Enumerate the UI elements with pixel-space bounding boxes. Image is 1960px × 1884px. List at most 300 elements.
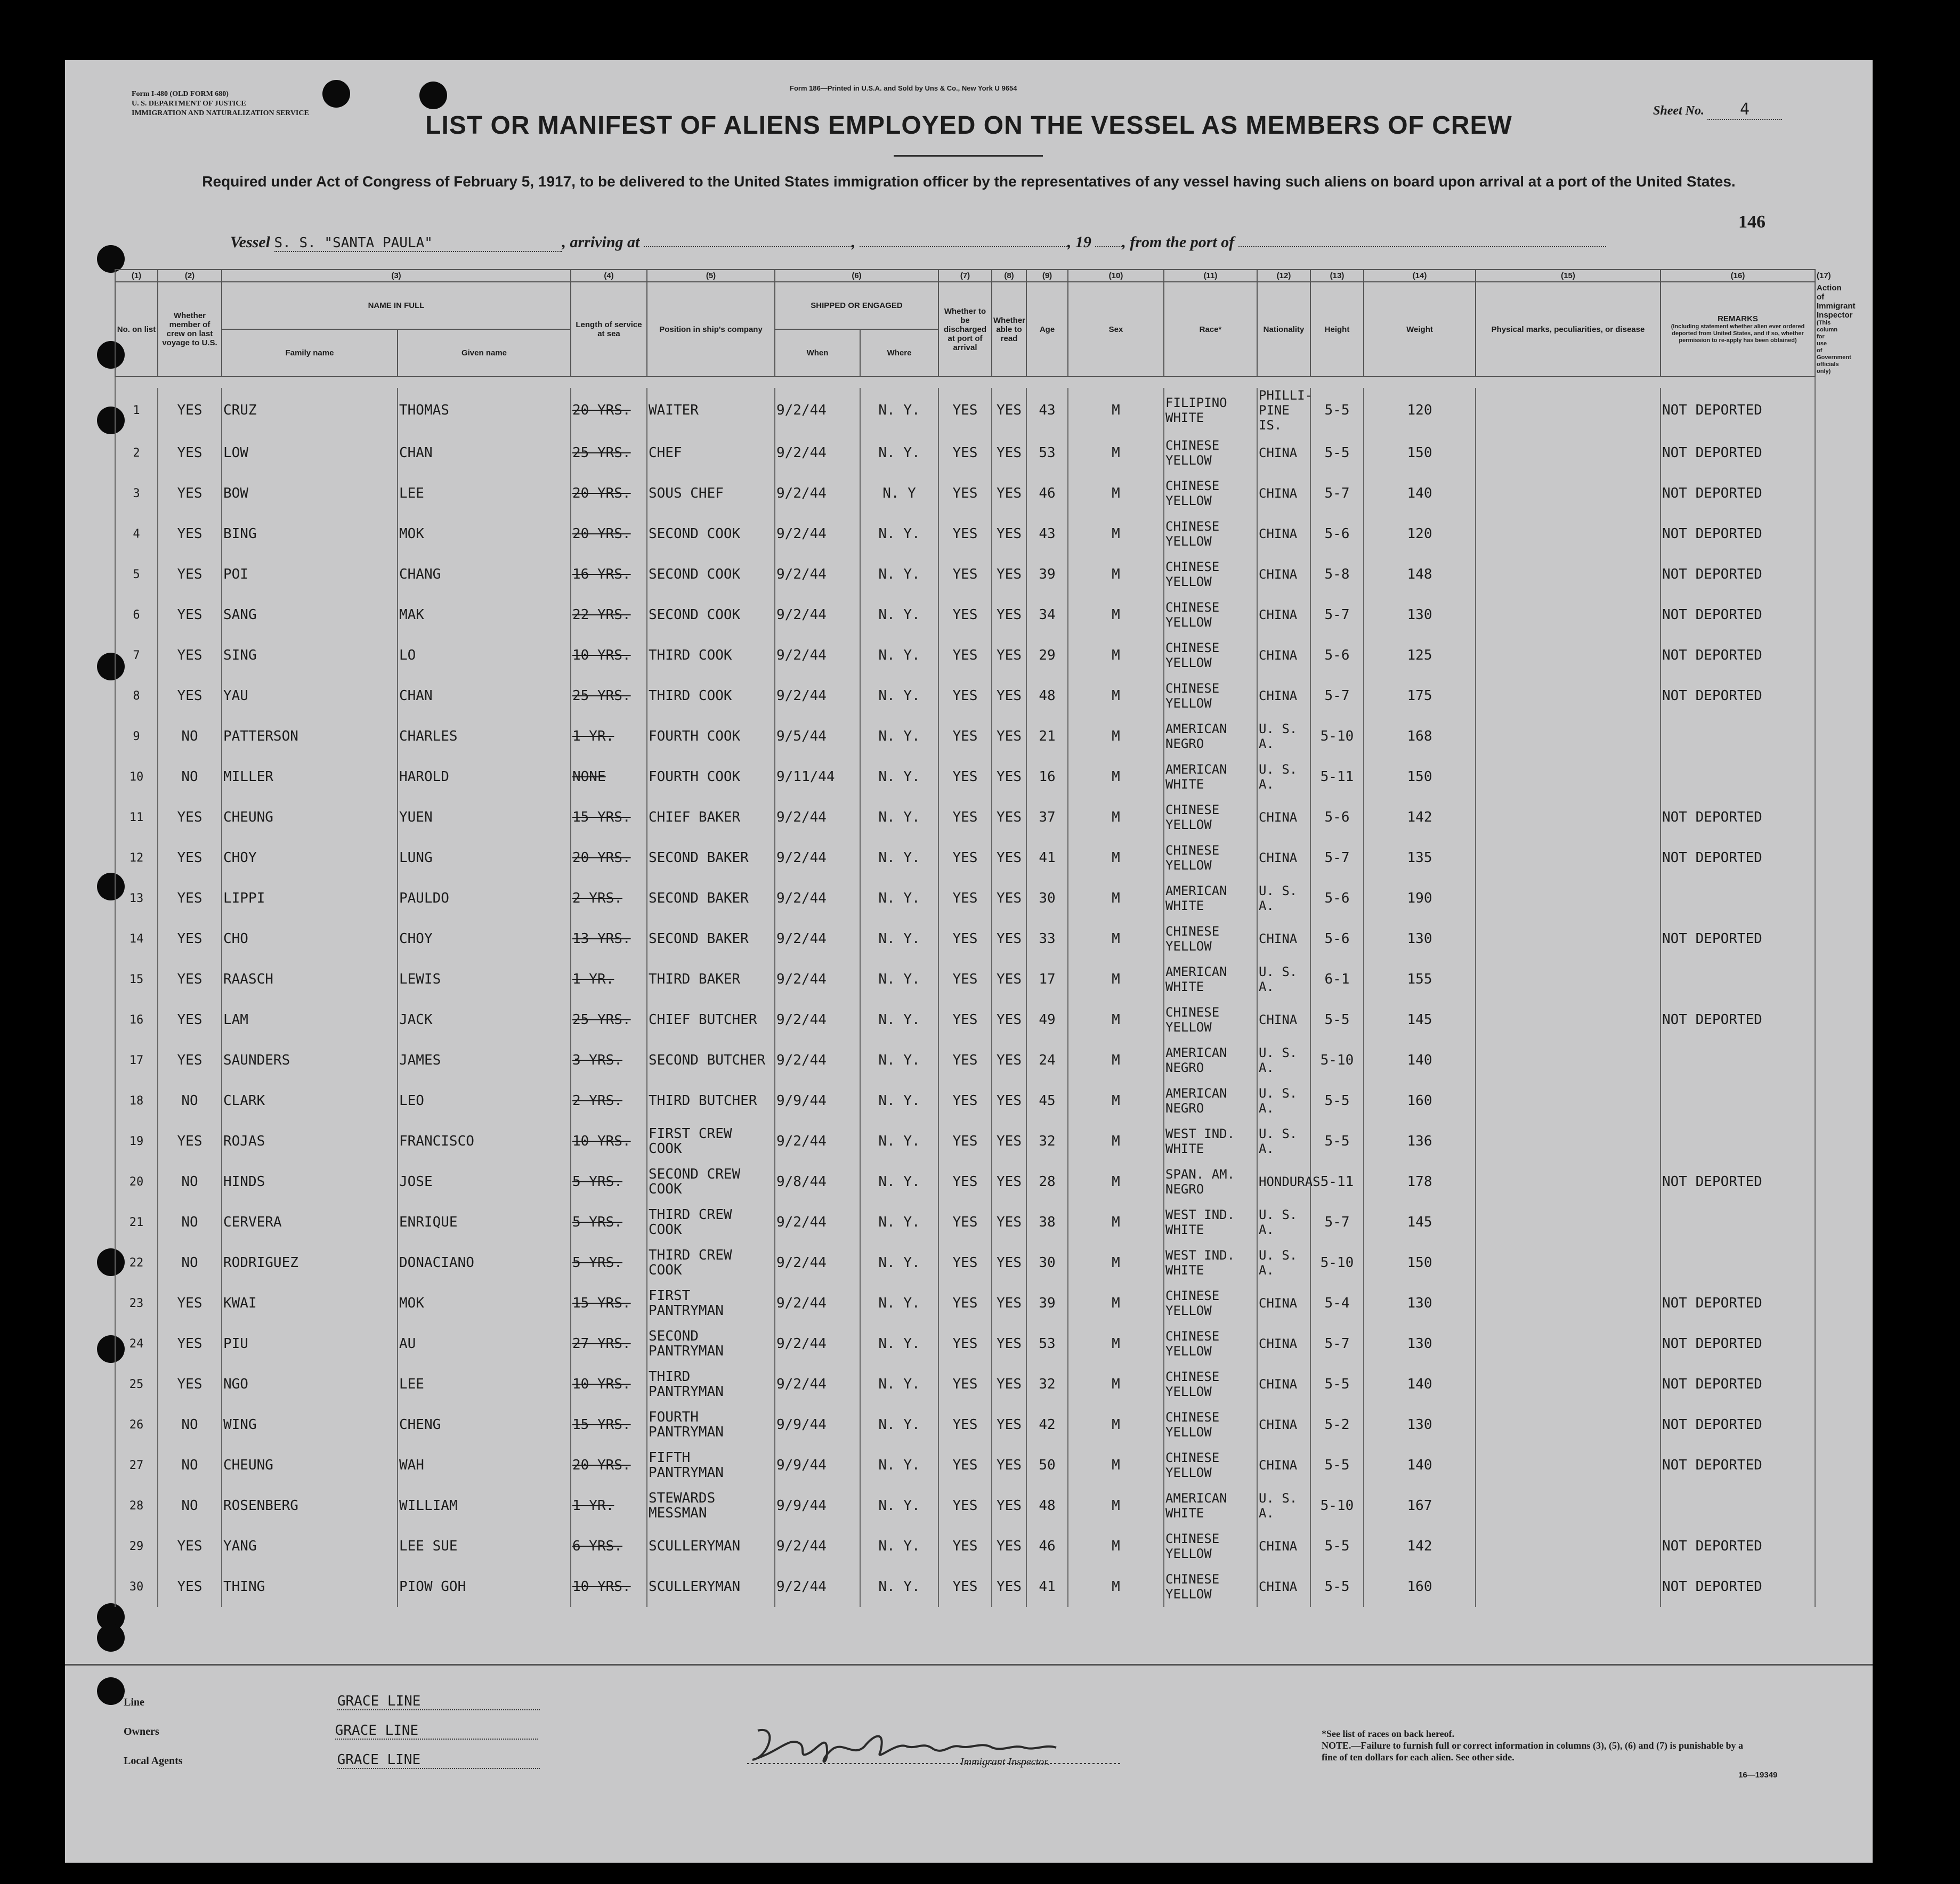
physical-marks-cell <box>1476 1526 1661 1566</box>
given-name-cell <box>398 959 571 1000</box>
shipped-where-cell <box>860 1445 938 1485</box>
discharged: YES <box>952 485 978 501</box>
shipped-where-cell <box>860 1162 938 1202</box>
family-name: NGO <box>223 1376 248 1392</box>
nationality: CHINA <box>1259 526 1298 541</box>
able-to-read: YES <box>997 1052 1022 1068</box>
race-cell <box>1164 1526 1257 1566</box>
position: SECOND PANTRYMAN <box>649 1328 724 1359</box>
sex: M <box>1112 688 1120 704</box>
vessel-label: Vessel <box>230 233 270 251</box>
position-cell <box>647 388 775 433</box>
weight-cell <box>1364 388 1476 433</box>
discharged: YES <box>952 647 978 663</box>
remarks: NOT DEPORTED <box>1662 688 1762 704</box>
table-body <box>115 388 1815 1607</box>
remarks-cell <box>1661 554 1815 595</box>
remarks-cell <box>1661 1404 1815 1445</box>
sex-cell <box>1068 919 1164 959</box>
discharged: YES <box>952 688 978 704</box>
remarks-cell <box>1661 959 1815 1000</box>
member-last-voyage-cell <box>158 1081 222 1121</box>
remarks: NOT DEPORTED <box>1662 607 1762 623</box>
shipped-where: N. Y. <box>878 647 920 663</box>
race: CHINESE YELLOW <box>1165 924 1220 954</box>
remarks-cell <box>1661 1526 1815 1566</box>
header-shipped: SHIPPED OR ENGAGED <box>775 282 938 329</box>
discharged: YES <box>952 1214 978 1230</box>
race: CHINESE YELLOW <box>1165 1450 1220 1480</box>
sex-cell <box>1068 797 1164 838</box>
remarks-cell <box>1661 878 1815 919</box>
race: AMERICAN NEGRO <box>1165 721 1227 751</box>
sex: M <box>1112 526 1120 542</box>
family-name-cell <box>222 1485 398 1526</box>
weight-cell <box>1364 433 1476 473</box>
sex: M <box>1112 890 1120 906</box>
length-of-service: 13 YRS. <box>572 931 631 947</box>
age-cell <box>1026 959 1068 1000</box>
footer-note-penalty: NOTE.—Failure to furnish full or correct information in columns (3), (5), (6) and (7) is punishable by a fine of ten dollars for each alien. See other side. <box>1322 1740 1744 1763</box>
age-cell <box>1026 1000 1068 1040</box>
height: 5-4 <box>1324 1295 1350 1311</box>
position: THIRD PANTRYMAN <box>649 1368 724 1400</box>
nationality: HONDURAS <box>1259 1174 1321 1189</box>
date-field <box>860 246 1067 247</box>
given-name-cell <box>398 838 571 878</box>
family-name: YAU <box>223 688 248 704</box>
table-row <box>115 757 1815 797</box>
height: 5-5 <box>1324 1012 1350 1028</box>
shipped-when: 9/2/44 <box>776 1214 827 1230</box>
family-name: LIPPI <box>223 890 265 906</box>
family-name-cell <box>222 959 398 1000</box>
height-cell <box>1310 716 1364 757</box>
table-row <box>115 1081 1815 1121</box>
position: CHIEF BAKER <box>649 809 741 825</box>
height-cell <box>1310 635 1364 676</box>
given-name: LUNG <box>399 850 433 866</box>
position-cell <box>647 1243 775 1283</box>
given-name: WAH <box>399 1457 424 1473</box>
remarks: NOT DEPORTED <box>1662 1538 1762 1554</box>
sex: M <box>1112 485 1120 501</box>
family-name-cell <box>222 473 398 514</box>
shipped-when-cell <box>775 635 860 676</box>
table-row <box>115 554 1815 595</box>
given-name: CHANG <box>399 566 441 582</box>
weight-cell <box>1364 1445 1476 1485</box>
col-num: (2) <box>158 270 222 282</box>
able-to-read-cell <box>992 1526 1026 1566</box>
shipped-when-cell <box>775 1526 860 1566</box>
physical-marks-cell <box>1476 1323 1661 1364</box>
form-dept: U. S. DEPARTMENT OF JUSTICE <box>132 100 246 108</box>
shipped-when: 9/2/44 <box>776 1336 827 1352</box>
nationality: CHINA <box>1259 1539 1298 1554</box>
header-whether-member: Whether member of crew on last voyage to U.S. <box>158 282 222 377</box>
discharged-cell <box>938 838 992 878</box>
discharged: YES <box>952 607 978 623</box>
position-cell <box>647 919 775 959</box>
member-last-voyage-cell <box>158 959 222 1000</box>
weight-cell <box>1364 1283 1476 1323</box>
given-name-cell <box>398 878 571 919</box>
nationality: PHILLI- PINE IS. <box>1259 388 1313 433</box>
length-of-service-cell <box>571 1162 647 1202</box>
member-last-voyage-cell <box>158 635 222 676</box>
given-name-cell <box>398 1243 571 1283</box>
member-last-voyage-cell <box>158 1283 222 1323</box>
remarks-cell <box>1661 595 1815 635</box>
discharged-cell <box>938 1162 992 1202</box>
row-number: 26 <box>129 1418 144 1432</box>
given-name-cell <box>398 1162 571 1202</box>
race: AMERICAN WHITE <box>1165 762 1227 792</box>
remarks-cell <box>1661 1121 1815 1162</box>
member-last-voyage: YES <box>177 688 203 704</box>
position: SECOND COOK <box>649 566 741 582</box>
sex: M <box>1112 1133 1120 1149</box>
form-id: Form I-480 (OLD FORM 680) <box>132 90 229 98</box>
race-cell <box>1164 1081 1257 1121</box>
discharged-cell <box>938 1485 992 1526</box>
height-cell <box>1310 1566 1364 1607</box>
discharged: YES <box>952 850 978 866</box>
col-num: (5) <box>647 270 775 282</box>
position-cell <box>647 1404 775 1445</box>
header-spacer-cell <box>115 377 1815 388</box>
weight-cell <box>1364 838 1476 878</box>
physical-marks-cell <box>1476 1000 1661 1040</box>
shipped-where-cell <box>860 433 938 473</box>
table-row <box>115 1566 1815 1607</box>
length-of-service-cell <box>571 1364 647 1404</box>
title-rule <box>894 155 1043 157</box>
length-of-service: 20 YRS. <box>572 1457 631 1473</box>
race-cell <box>1164 838 1257 878</box>
shipped-where: N. Y. <box>878 728 920 744</box>
able-to-read-cell <box>992 1404 1026 1445</box>
family-name-cell <box>222 388 398 433</box>
position: SECOND BAKER <box>649 931 749 947</box>
member-last-voyage: YES <box>177 850 203 866</box>
remarks: NOT DEPORTED <box>1662 647 1762 663</box>
given-name: CHOY <box>399 931 433 947</box>
discharged-cell <box>938 1283 992 1323</box>
race-cell <box>1164 635 1257 676</box>
length-of-service-cell <box>571 1243 647 1283</box>
sex-cell <box>1068 514 1164 554</box>
remarks: NOT DEPORTED <box>1662 1579 1762 1595</box>
position-cell <box>647 554 775 595</box>
able-to-read: YES <box>997 890 1022 906</box>
height-cell <box>1310 1526 1364 1566</box>
weight: 168 <box>1407 728 1432 744</box>
vessel-line: Vessel S. S. "SANTA PAULA" , arriving at , , 19 , from the port of <box>230 233 1606 252</box>
footer-owners <box>124 1723 538 1740</box>
able-to-read: YES <box>997 1295 1022 1311</box>
nationality-cell <box>1257 919 1310 959</box>
arriving-field <box>644 246 852 247</box>
position-cell <box>647 1040 775 1081</box>
remarks: NOT DEPORTED <box>1662 931 1762 947</box>
sex-cell <box>1068 1162 1164 1202</box>
position: FOURTH PANTRYMAN <box>649 1409 724 1440</box>
shipped-when: 9/2/44 <box>776 647 827 663</box>
header-remarks-note: (Including statement whether alien ever ordered deported from United States, and if so, whether permission to re-apply has been obtained) <box>1671 323 1805 344</box>
family-name-cell <box>222 635 398 676</box>
length-of-service: 1 YR. <box>572 1498 614 1514</box>
race-cell <box>1164 514 1257 554</box>
col-num: (11) <box>1164 270 1257 282</box>
height: 5-6 <box>1324 890 1350 906</box>
height: 5-11 <box>1320 769 1354 785</box>
row-number: 17 <box>129 1053 144 1067</box>
row-number: 29 <box>129 1539 144 1553</box>
given-name: WILLIAM <box>399 1498 458 1514</box>
given-name: LO <box>399 647 416 663</box>
family-name-cell <box>222 554 398 595</box>
header-discharged: Whether to be discharged at port of arrival <box>938 282 992 377</box>
row-number: 3 <box>133 486 140 500</box>
row-number-cell <box>115 388 158 433</box>
shipped-where-cell <box>860 797 938 838</box>
age: 41 <box>1039 1579 1056 1595</box>
weight-cell <box>1364 1404 1476 1445</box>
position-cell <box>647 1526 775 1566</box>
age-cell <box>1026 716 1068 757</box>
position-cell <box>647 838 775 878</box>
age-cell <box>1026 433 1068 473</box>
shipped-when-cell <box>775 554 860 595</box>
member-last-voyage: YES <box>177 526 203 542</box>
weight: 150 <box>1407 445 1432 461</box>
member-last-voyage: YES <box>177 809 203 825</box>
row-number-cell <box>115 1040 158 1081</box>
member-last-voyage: YES <box>177 931 203 947</box>
row-number-cell <box>115 514 158 554</box>
row-number-cell <box>115 757 158 797</box>
height: 5-5 <box>1324 402 1350 418</box>
nationality: CHINA <box>1259 445 1298 460</box>
sex-cell <box>1068 388 1164 433</box>
remarks-cell <box>1661 635 1815 676</box>
height: 5-5 <box>1324 1133 1350 1149</box>
physical-marks-cell <box>1476 716 1661 757</box>
discharged: YES <box>952 809 978 825</box>
able-to-read: YES <box>997 688 1022 704</box>
position: SECOND BAKER <box>649 890 749 906</box>
member-last-voyage-cell <box>158 757 222 797</box>
table-row <box>115 1283 1815 1323</box>
physical-marks-cell <box>1476 554 1661 595</box>
arriving-label: , arriving at <box>562 233 640 251</box>
age-cell <box>1026 1566 1068 1607</box>
col-num: (7) <box>938 270 992 282</box>
table-row <box>115 1121 1815 1162</box>
given-name: AU <box>399 1336 416 1352</box>
given-name-cell <box>398 514 571 554</box>
weight-cell <box>1364 1323 1476 1364</box>
member-last-voyage-cell <box>158 388 222 433</box>
family-name-cell <box>222 1445 398 1485</box>
table-row <box>115 1323 1815 1364</box>
height-cell <box>1310 1283 1364 1323</box>
able-to-read: YES <box>997 1012 1022 1028</box>
length-of-service-cell <box>571 716 647 757</box>
table-row <box>115 838 1815 878</box>
nationality: U. S. A. <box>1259 1045 1298 1075</box>
given-name: PAULDO <box>399 890 449 906</box>
remarks-cell <box>1661 1162 1815 1202</box>
height: 5-5 <box>1324 1538 1350 1554</box>
height-cell <box>1310 554 1364 595</box>
discharged-cell <box>938 919 992 959</box>
remarks-cell <box>1661 919 1815 959</box>
given-name-cell <box>398 1323 571 1364</box>
height-cell <box>1310 1000 1364 1040</box>
sex-cell <box>1068 1081 1164 1121</box>
row-number-cell <box>115 878 158 919</box>
remarks: NOT DEPORTED <box>1662 809 1762 825</box>
nationality: CHINA <box>1259 1377 1298 1392</box>
shipped-where-cell <box>860 757 938 797</box>
member-last-voyage-cell <box>158 554 222 595</box>
able-to-read-cell <box>992 433 1026 473</box>
nationality-cell <box>1257 1485 1310 1526</box>
length-of-service: 20 YRS. <box>572 485 631 501</box>
position: THIRD CREW COOK <box>649 1206 732 1238</box>
row-number-cell <box>115 716 158 757</box>
able-to-read: YES <box>997 1174 1022 1190</box>
length-of-service: 16 YRS. <box>572 566 631 582</box>
member-last-voyage-cell <box>158 1243 222 1283</box>
height: 5-7 <box>1324 1214 1350 1230</box>
age-cell <box>1026 554 1068 595</box>
row-number-cell <box>115 1566 158 1607</box>
height-cell <box>1310 959 1364 1000</box>
weight-cell <box>1364 1485 1476 1526</box>
position: FIRST CREW COOK <box>649 1125 732 1157</box>
row-number-cell <box>115 554 158 595</box>
family-name-cell <box>222 797 398 838</box>
family-name-cell <box>222 1121 398 1162</box>
remarks-cell <box>1661 1364 1815 1404</box>
age-cell <box>1026 797 1068 838</box>
sex-cell <box>1068 838 1164 878</box>
age-cell <box>1026 595 1068 635</box>
shipped-when-cell <box>775 676 860 716</box>
row-number: 2 <box>133 446 140 460</box>
age: 48 <box>1039 1498 1056 1514</box>
height-cell <box>1310 1445 1364 1485</box>
position-cell <box>647 878 775 919</box>
weight: 175 <box>1407 688 1432 704</box>
family-name: HINDS <box>223 1174 265 1190</box>
race: CHINESE YELLOW <box>1165 600 1220 630</box>
weight: 125 <box>1407 647 1432 663</box>
race-cell <box>1164 1121 1257 1162</box>
year-label: , 19 <box>1067 233 1091 251</box>
shipped-where-cell <box>860 1243 938 1283</box>
physical-marks-cell <box>1476 838 1661 878</box>
sex-cell <box>1068 878 1164 919</box>
nationality: CHINA <box>1259 1296 1298 1311</box>
discharged: YES <box>952 769 978 785</box>
remarks: NOT DEPORTED <box>1662 1457 1762 1473</box>
discharged: YES <box>952 1498 978 1514</box>
given-name: FRANCISCO <box>399 1133 474 1149</box>
remarks: NOT DEPORTED <box>1662 1376 1762 1392</box>
race: FILIPINO WHITE <box>1165 395 1227 425</box>
given-name: MAK <box>399 607 424 623</box>
height-cell <box>1310 1202 1364 1243</box>
age: 42 <box>1039 1417 1056 1433</box>
able-to-read: YES <box>997 728 1022 744</box>
able-to-read: YES <box>997 402 1022 418</box>
length-of-service: 10 YRS. <box>572 1133 631 1149</box>
height: 5-11 <box>1320 1174 1354 1190</box>
member-last-voyage: YES <box>177 1376 203 1392</box>
discharged-cell <box>938 1566 992 1607</box>
remarks-cell <box>1661 797 1815 838</box>
discharged: YES <box>952 890 978 906</box>
able-to-read: YES <box>997 1498 1022 1514</box>
given-name: JACK <box>399 1012 433 1028</box>
length-of-service-cell <box>571 676 647 716</box>
length-of-service-cell <box>571 595 647 635</box>
table-row <box>115 1526 1815 1566</box>
manifest-sheet <box>65 60 1873 1863</box>
position-cell <box>647 797 775 838</box>
height: 5-7 <box>1324 607 1350 623</box>
remarks-cell <box>1661 1040 1815 1081</box>
race: CHINESE YELLOW <box>1165 1410 1220 1440</box>
race: CHINESE YELLOW <box>1165 1531 1220 1561</box>
nationality: U. S. A. <box>1259 964 1298 994</box>
row-number: 21 <box>129 1215 144 1229</box>
family-name-cell <box>222 1323 398 1364</box>
nationality: CHINA <box>1259 486 1298 501</box>
age-cell <box>1026 919 1068 959</box>
nationality: CHINA <box>1259 648 1298 663</box>
remarks-cell <box>1661 1081 1815 1121</box>
sex: M <box>1112 607 1120 623</box>
age-cell <box>1026 388 1068 433</box>
table-row <box>115 1404 1815 1445</box>
row-number: 25 <box>129 1377 144 1391</box>
family-name-cell <box>222 595 398 635</box>
row-number-cell <box>115 473 158 514</box>
table-row <box>115 1485 1815 1526</box>
position-cell <box>647 433 775 473</box>
length-of-service-cell <box>571 878 647 919</box>
nationality: CHINA <box>1259 931 1298 946</box>
row-number-cell <box>115 1485 158 1526</box>
col-num: (1) <box>115 270 158 282</box>
given-name-cell <box>398 554 571 595</box>
height: 6-1 <box>1324 971 1350 987</box>
nationality: U. S. A. <box>1259 1086 1298 1116</box>
shipped-where-cell <box>860 473 938 514</box>
length-of-service-cell <box>571 1040 647 1081</box>
sex: M <box>1112 1295 1120 1311</box>
shipped-where: N. Y. <box>878 1295 920 1311</box>
line-value: GRACE LINE <box>337 1693 540 1710</box>
able-to-read-cell <box>992 838 1026 878</box>
form-code: 16—19349 <box>1738 1771 1778 1780</box>
